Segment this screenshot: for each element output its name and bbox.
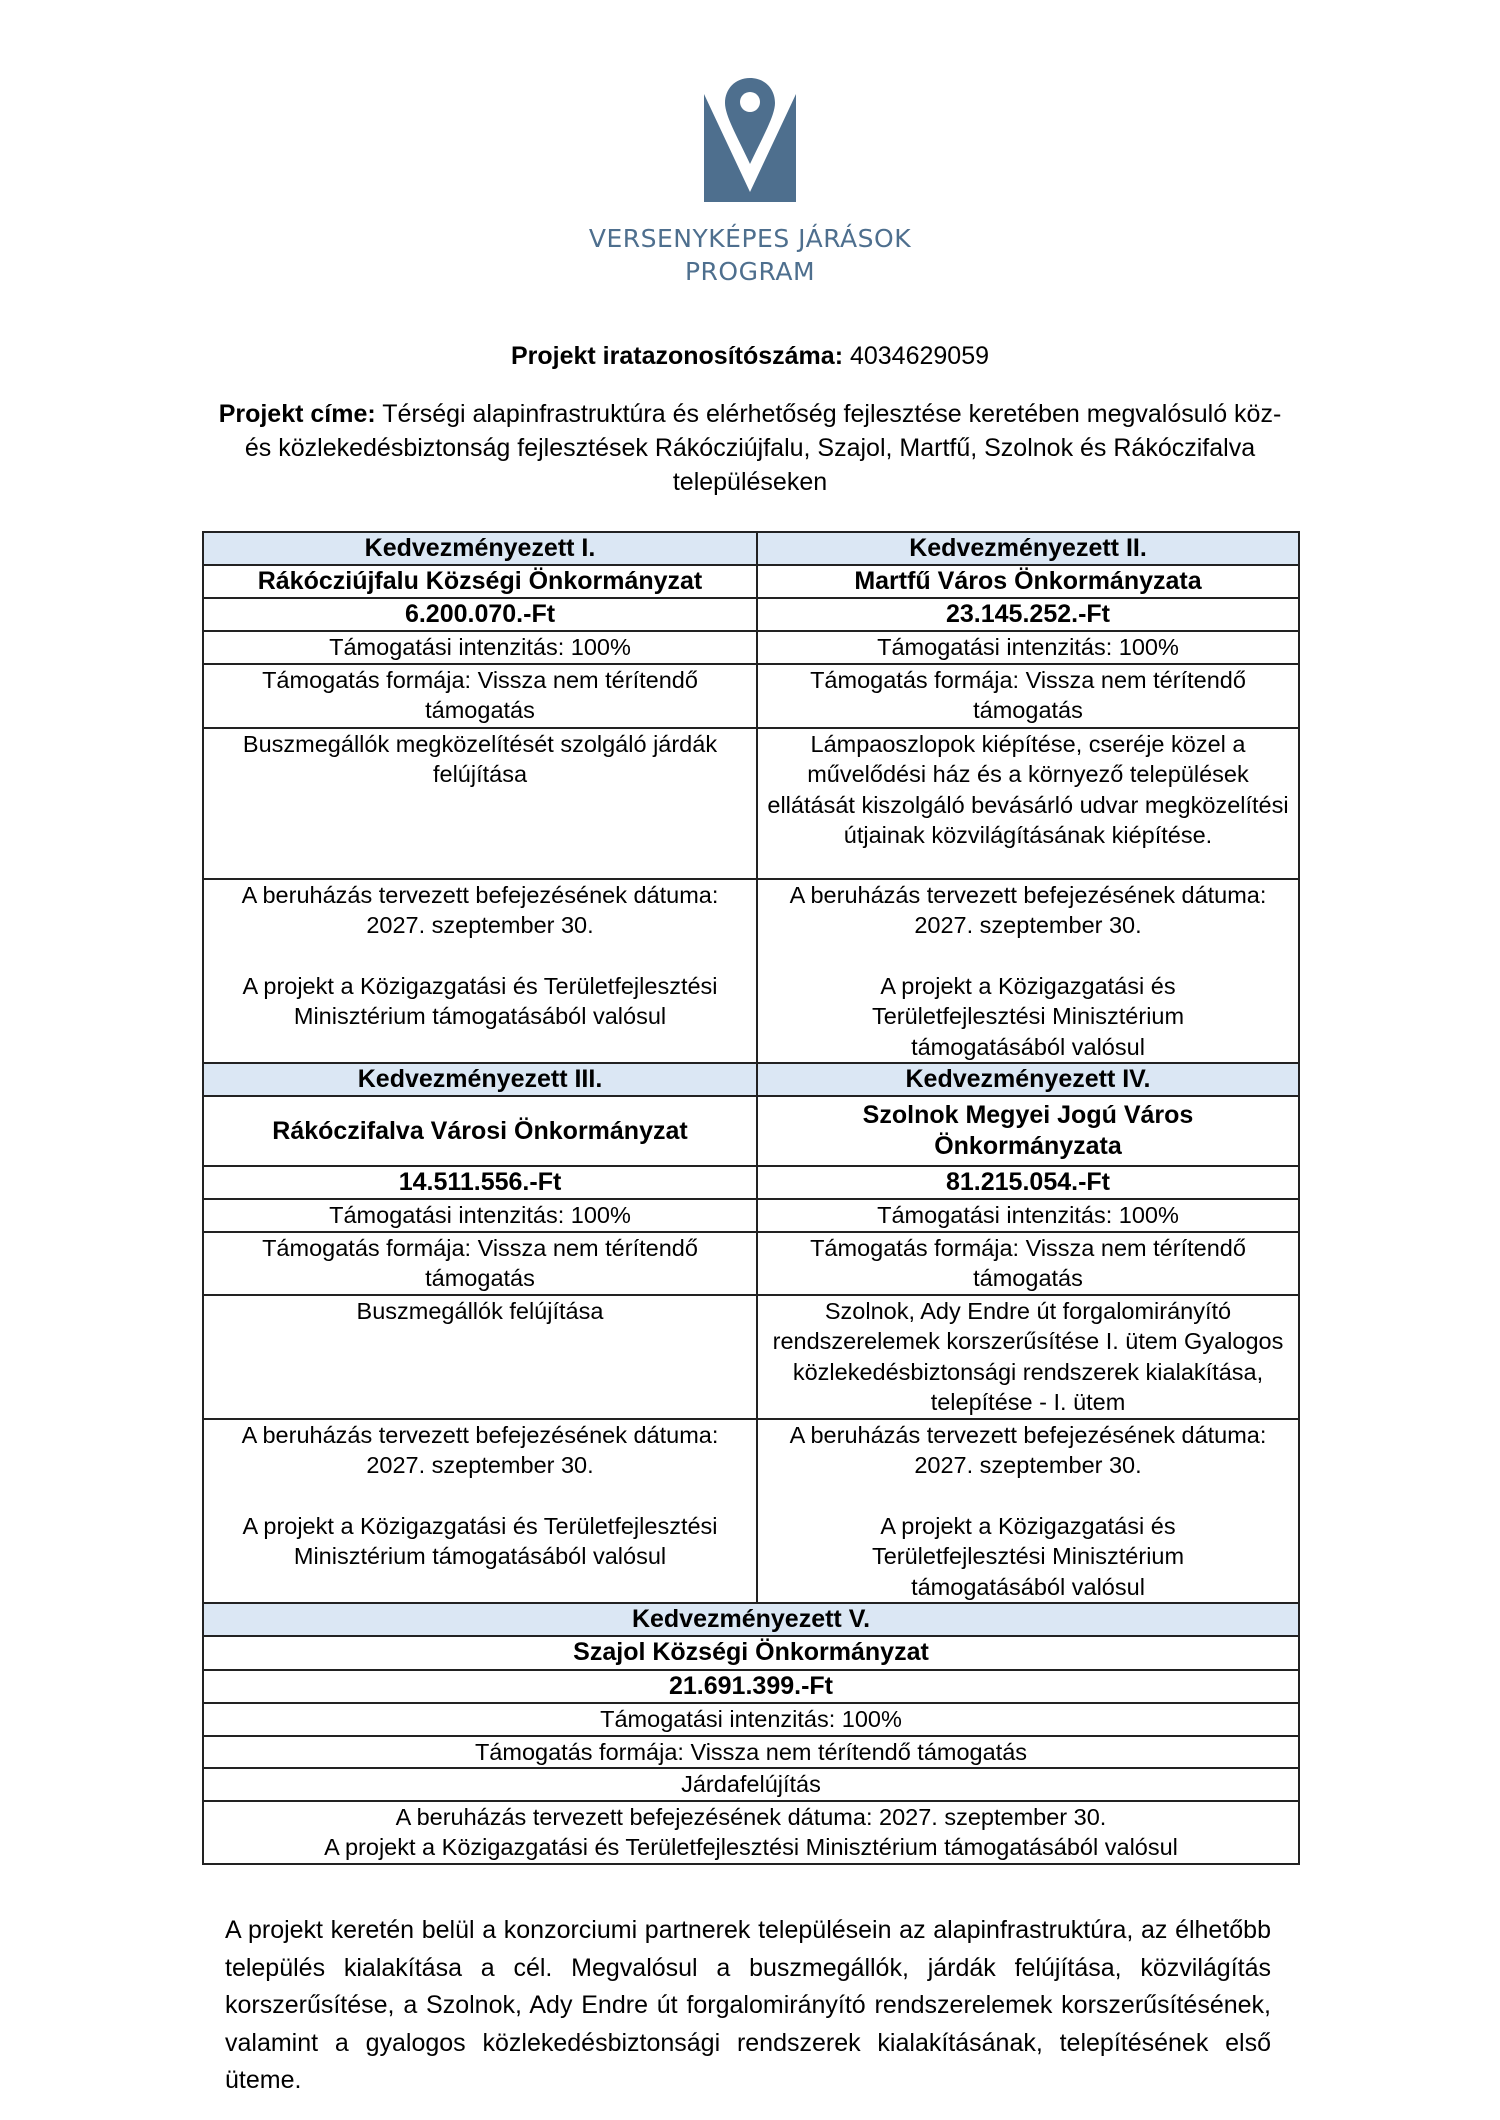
completion-date: A beruházás tervezett befejezésének dátuma: 2027. szeptember 30. [789,881,1267,938]
project-description: Járdafelújítás [203,1768,1299,1801]
map-pin-v-logo-icon [704,78,796,202]
completion-and-funding [203,879,757,1064]
beneficiary-header: Kedvezményezett I. [203,532,757,565]
grant-amount: 14.511.556.-Ft [203,1166,757,1199]
project-description: Szolnok, Ady Endre út forgalomirányító rendszerelemek korszerűsítése I. ütem Gyalogos közlekedésbiztonsági rendszerek kialakítása, telepítése - I. ütem [757,1295,1299,1419]
project-description: Buszmegállók megközelítését szolgáló járdák felújítása [203,728,757,879]
project-id-value: 4034629059 [843,342,989,370]
project-title-label: Projekt címe: [218,400,376,428]
beneficiary-name: Martfű Város Önkormányzata [757,565,1299,598]
program-name [0,222,1500,288]
beneficiary-header: Kedvezményezett V. [203,1603,1299,1636]
completion-and-funding [203,1419,757,1604]
support-form: Támogatás formája: Vissza nem térítendő támogatás [757,664,1299,728]
support-intensity: Támogatási intenzitás: 100% [757,1199,1299,1232]
funding-note: A projekt a Közigazgatási és Területfejlesztési Minisztérium támogatásából valósul [871,972,1185,1060]
completion-and-funding [757,1419,1299,1604]
beneficiary-header: Kedvezményezett II. [757,532,1299,565]
support-form: Támogatás formája: Vissza nem térítendő támogatás [203,1232,757,1295]
logo-line-1: VERSENYKÉPES JÁRÁSOK [588,224,912,253]
support-intensity: Támogatási intenzitás: 100% [203,631,757,664]
funding-note: A projekt a Közigazgatási és Területfejlesztési Minisztérium támogatásából valósul [242,1512,718,1569]
project-description: Buszmegállók felújítása [203,1295,757,1419]
completion-and-funding [757,879,1299,1064]
support-form: Támogatás formája: Vissza nem térítendő támogatás [203,664,757,728]
program-logo [0,78,1500,288]
beneficiary-header: Kedvezményezett III. [203,1063,757,1096]
beneficiary-name: Rákóczifalva Városi Önkormányzat [203,1096,757,1166]
grant-amount: 21.691.399.-Ft [203,1670,1299,1703]
project-title [215,397,1285,499]
completion-date: A beruházás tervezett befejezésének dátuma: 2027. szeptember 30. [241,881,719,938]
support-form: Támogatás formája: Vissza nem térítendő támogatás [203,1736,1299,1769]
beneficiary-name: Szolnok Megyei Jogú Város Önkormányzata [757,1096,1299,1166]
grant-amount: 81.215.054.-Ft [757,1166,1299,1199]
project-id-label: Projekt iratazonosítószáma: [510,342,844,370]
project-id [0,342,1500,371]
completion-date: A beruházás tervezett befejezésének dátuma: 2027. szeptember 30. [241,1421,719,1478]
project-title-value: Térségi alapinfrastruktúra és elérhetőség fejlesztése keretében megvalósuló köz- és közlekedésbiztonság fejlesztések Rákócziújfalu, Szajol, Martfű, Szolnok és Rákóczifalva településeken [244,400,1282,496]
logo-line-2: PROGRAM [684,257,816,286]
beneficiaries-table [202,531,1300,1865]
support-intensity: Támogatási intenzitás: 100% [757,631,1299,664]
funding-note: A projekt a Közigazgatási és Területfejlesztési Minisztérium támogatásából valósul [324,1834,1178,1860]
beneficiary-header: Kedvezményezett IV. [757,1063,1299,1096]
support-intensity: Támogatási intenzitás: 100% [203,1199,757,1232]
funding-note: A projekt a Közigazgatási és Területfejlesztési Minisztérium támogatásából valósul [242,972,718,1029]
completion-date: A beruházás tervezett befejezésének dátuma: 2027. szeptember 30. [395,1803,1107,1830]
project-description: Lámpaoszlopok kiépítése, cseréje közel a művelődési ház és a környező települések ellátását kiszolgáló bevásárló udvar megközelítési útjainak közvilágításának kiépítése. [757,728,1299,879]
grant-amount: 6.200.070.-Ft [203,598,757,631]
support-form: Támogatás formája: Vissza nem térítendő támogatás [757,1232,1299,1295]
support-intensity: Támogatási intenzitás: 100% [203,1703,1299,1736]
beneficiary-name: Szajol Községi Önkormányzat [203,1636,1299,1670]
project-summary: A projekt keretén belül a konzorciumi partnerek településein az alapinfrastruktúra, az élhetőbb település kialakítása a cél. Megvalósul a buszmegállók, járdák felújítása, közvilágítás korszerűsítése, a Szolnok, Ady Endre út forgalomirányító rendszerelemek korszerűsítésének, valamint a gyalogos közlekedésbiztonsági rendszerek kialakításának, telepítésének első üteme. [225,1916,1271,2094]
grant-amount: 23.145.252.-Ft [757,598,1299,631]
funding-note: A projekt a Közigazgatási és Területfejlesztési Minisztérium támogatásából valósul [871,1512,1185,1600]
completion-and-funding [203,1801,1299,1864]
completion-date: A beruházás tervezett befejezésének dátuma: 2027. szeptember 30. [789,1421,1267,1478]
beneficiary-name: Rákócziújfalu Községi Önkormányzat [203,565,757,598]
